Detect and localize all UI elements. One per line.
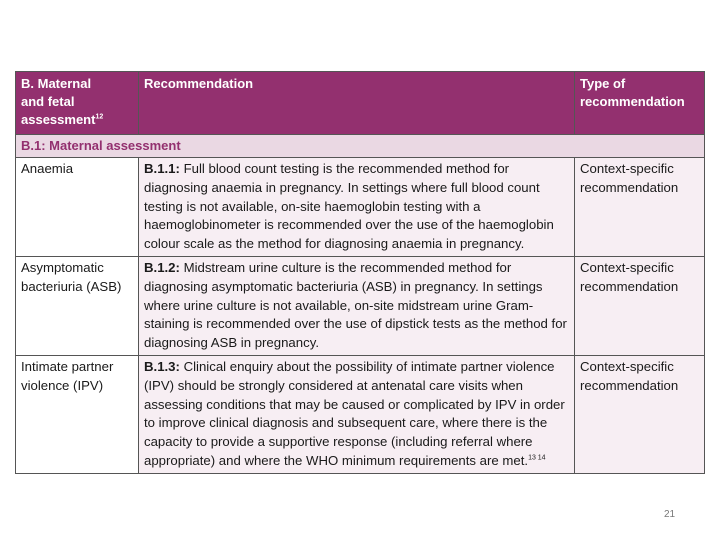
recommendation-code: B.1.1: — [144, 161, 180, 176]
section-row — [16, 135, 705, 158]
header-col1-line3: assessment — [21, 112, 96, 127]
header-col1-footnote: 12 — [95, 113, 104, 121]
recommendation-cell — [139, 355, 575, 473]
header-col3-line2: recommendation — [580, 94, 685, 109]
section-title: B.1: Maternal assessment — [16, 135, 705, 158]
reference-superscript: 13 14 — [528, 454, 546, 462]
topic-cell: Anaemia — [16, 158, 139, 257]
table-row-asb — [16, 256, 705, 355]
type-cell: Context-specific recommendation — [575, 256, 705, 355]
recommendation-text: Clinical enquiry about the possibility of intimate partner violence (IPV) should be strongly considered at antenatal care visits when assessing conditions that may be caused or complicated by IPV in order to improve clinical diagnosis and subsequent care, where there is the capacity to provide a supportive response (including referral where appropriate) and where the WHO minimum requirements are met. — [144, 358, 565, 468]
table-header-row — [16, 72, 705, 135]
recommendation-cell — [139, 158, 575, 257]
table-row-ipv — [16, 355, 705, 473]
topic-cell: Asymptomatic bacteriuria (ASB) — [16, 256, 139, 355]
header-maternal-fetal-assessment — [16, 72, 139, 135]
header-col3-line1: Type of — [580, 76, 626, 91]
type-cell: Context-specific recommendation — [575, 355, 705, 473]
topic-cell: Intimate partner violence (IPV) — [16, 355, 139, 473]
table-row-anaemia — [16, 158, 705, 257]
recommendation-text: Midstream urine culture is the recommended method for diagnosing asymptomatic bacteriuria (ASB) in pregnancy. In settings where urine culture is not available, on-site midstream urine Gram-staining is recommended over the use of dipstick tests as the method for diagnosing ASB in pregnancy. — [144, 259, 567, 351]
header-recommendation: Recommendation — [139, 72, 575, 135]
header-col1-line2: and fetal — [21, 94, 75, 109]
header-type-of-recommendation — [575, 72, 705, 135]
header-col1-line1: B. Maternal — [21, 76, 92, 91]
type-cell: Context-specific recommendation — [575, 158, 705, 257]
recommendation-cell — [139, 256, 575, 355]
recommendation-text: Full blood count testing is the recommended method for diagnosing anaemia in pregnancy. In settings where full blood count testing is not available, on-site haemoglobin testing with a haemoglobinometer is recommended over the use of the haemoglobin colour scale as the method for diagnosing anaemia in pregnancy. — [144, 161, 554, 252]
recommendation-code: B.1.3: — [144, 358, 180, 374]
recommendation-code: B.1.2: — [144, 259, 180, 275]
recommendations-table — [15, 71, 705, 474]
page-number: 21 — [664, 509, 676, 520]
